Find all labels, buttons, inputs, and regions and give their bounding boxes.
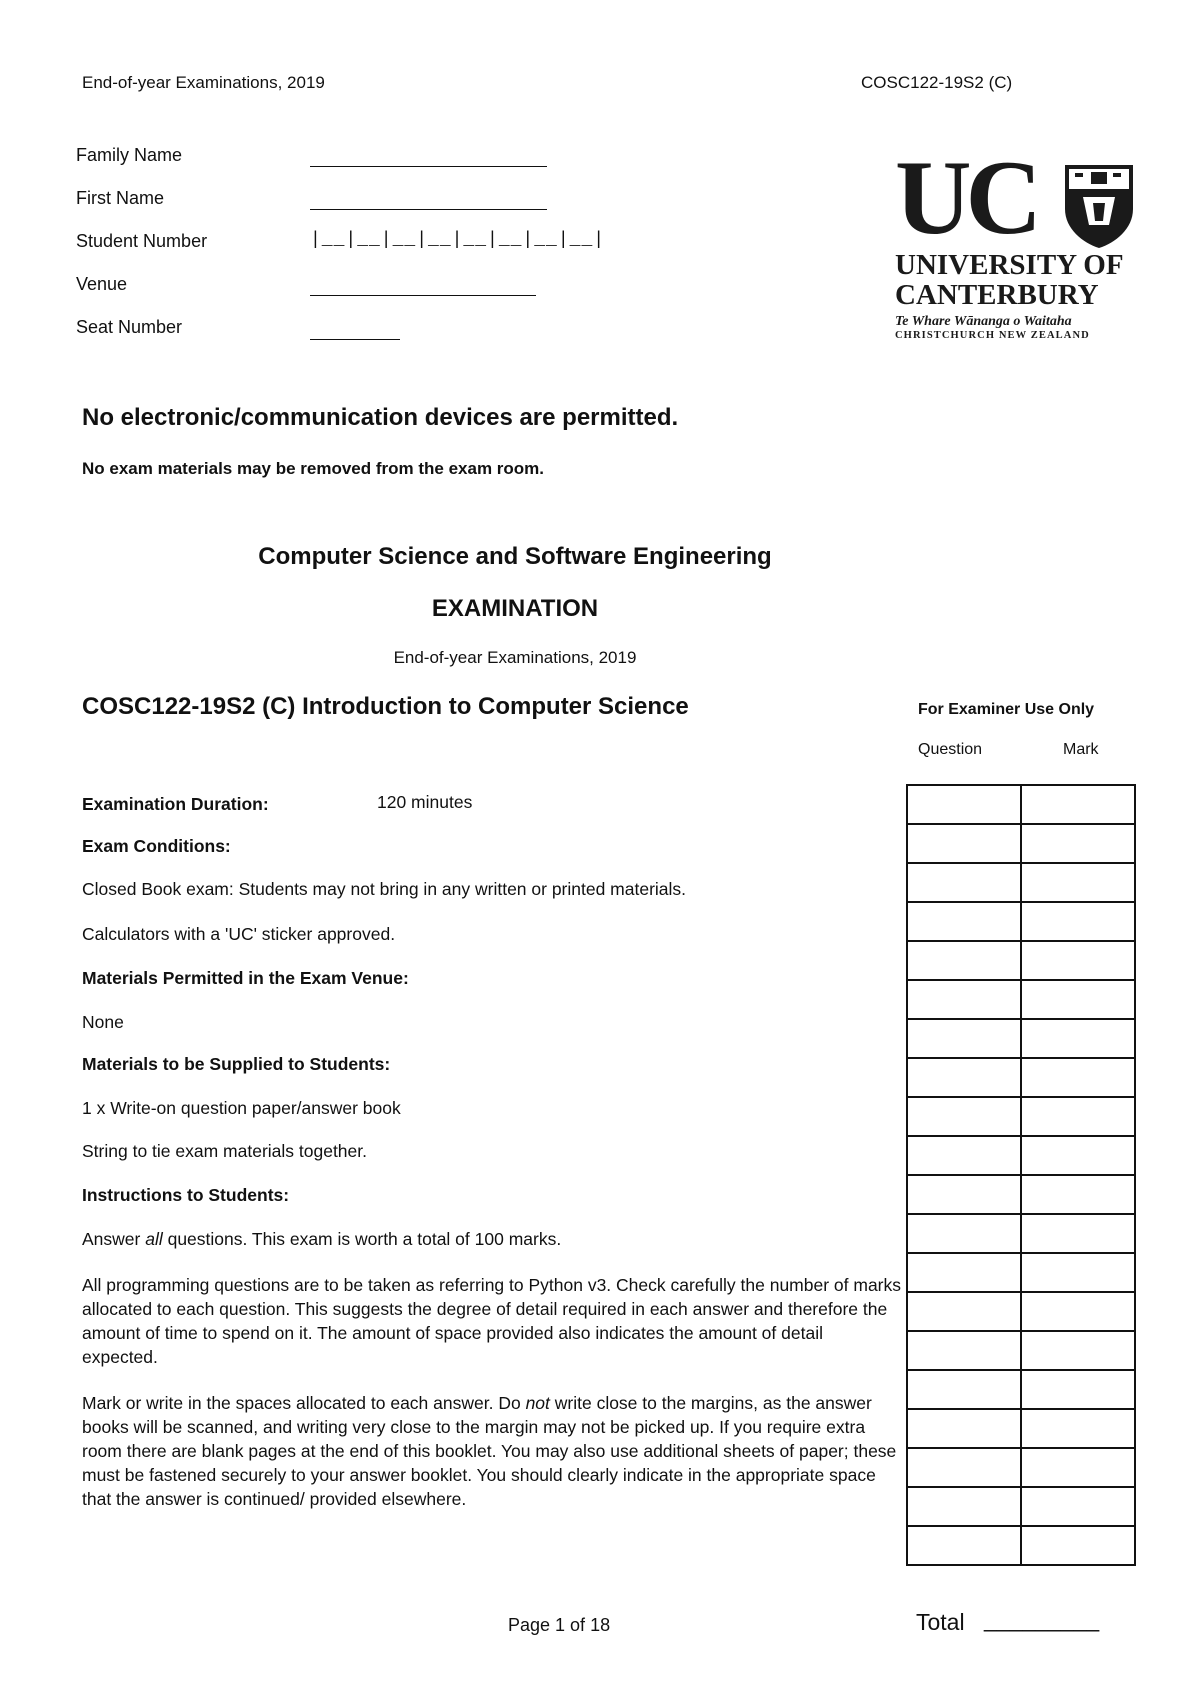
permitted-label: Materials Permitted in the Exam Venue: bbox=[82, 968, 409, 988]
examiner-row bbox=[907, 1526, 1135, 1565]
examiner-row bbox=[907, 1487, 1135, 1526]
supplied-text-1: 1 x Write-on question paper/answer book bbox=[82, 1098, 401, 1118]
mark-cell[interactable] bbox=[1021, 980, 1135, 1019]
supplied-label: Materials to be Supplied to Students: bbox=[82, 1054, 391, 1074]
department-title: Computer Science and Software Engineering bbox=[258, 543, 772, 570]
question-cell[interactable] bbox=[907, 1331, 1021, 1370]
examiner-row bbox=[907, 1370, 1135, 1409]
devices-notice: No electronic/communication devices are permitted. bbox=[82, 404, 679, 431]
question-cell[interactable] bbox=[907, 1526, 1021, 1565]
question-cell[interactable] bbox=[907, 1214, 1021, 1253]
supplied-text-2: String to tie exam materials together. bbox=[82, 1141, 367, 1161]
mark-cell[interactable] bbox=[1021, 1409, 1135, 1448]
instructions-label: Instructions to Students: bbox=[82, 1185, 290, 1205]
logo-line-1: UNIVERSITY OF bbox=[895, 249, 1124, 281]
question-cell[interactable] bbox=[907, 1175, 1021, 1214]
examiner-row bbox=[907, 824, 1135, 863]
question-cell[interactable] bbox=[907, 1370, 1021, 1409]
exam-label: EXAMINATION bbox=[431, 595, 599, 622]
examiner-row bbox=[907, 1448, 1135, 1487]
mark-cell[interactable] bbox=[1021, 1214, 1135, 1253]
instr-1-emphasis: all bbox=[145, 1229, 163, 1249]
mark-cell[interactable] bbox=[1021, 863, 1135, 902]
question-cell[interactable] bbox=[907, 980, 1021, 1019]
course-title: COSC122-19S2 (C) Introduction to Computer Science bbox=[82, 693, 689, 720]
venue-label: Venue bbox=[76, 274, 128, 294]
examiner-col-question: Question bbox=[918, 741, 983, 758]
mark-cell[interactable] bbox=[1021, 1448, 1135, 1487]
mark-cell[interactable] bbox=[1021, 1175, 1135, 1214]
seat-number-label: Seat Number bbox=[76, 317, 183, 337]
first-name-field[interactable] bbox=[310, 209, 547, 210]
venue-field[interactable] bbox=[310, 295, 536, 296]
crest-icon bbox=[1063, 163, 1135, 249]
mark-cell[interactable] bbox=[1021, 1097, 1135, 1136]
examiner-col-mark: Mark bbox=[1063, 741, 1099, 758]
instr-1-pre: Answer bbox=[82, 1229, 146, 1249]
conditions-label: Exam Conditions: bbox=[82, 836, 231, 856]
examiner-row bbox=[907, 1292, 1135, 1331]
instructions-text-1 bbox=[82, 1227, 902, 1251]
logo-uc-letters: UC bbox=[895, 139, 1037, 256]
question-cell[interactable] bbox=[907, 1058, 1021, 1097]
total-label: Total bbox=[916, 1609, 965, 1635]
examiner-row bbox=[907, 1253, 1135, 1292]
permitted-value: None bbox=[82, 1012, 124, 1032]
conditions-text-2: Calculators with a 'UC' sticker approved. bbox=[82, 924, 396, 944]
question-cell[interactable] bbox=[907, 785, 1021, 824]
mark-cell[interactable] bbox=[1021, 1292, 1135, 1331]
duration-label: Examination Duration: bbox=[82, 794, 269, 814]
mark-cell[interactable] bbox=[1021, 902, 1135, 941]
mark-cell[interactable] bbox=[1021, 1487, 1135, 1526]
examiner-row bbox=[907, 1136, 1135, 1175]
mark-cell[interactable] bbox=[1021, 824, 1135, 863]
question-cell[interactable] bbox=[907, 1448, 1021, 1487]
university-logo bbox=[895, 139, 1145, 341]
examiner-row bbox=[907, 1331, 1135, 1370]
question-cell[interactable] bbox=[907, 1487, 1021, 1526]
examiner-heading: For Examiner Use Only bbox=[918, 701, 1095, 718]
examiner-row bbox=[907, 1409, 1135, 1448]
family-name-label: Family Name bbox=[76, 145, 183, 165]
instructions-text-2: All programming questions are to be taken as referring to Python v3. Check carefully the number of marks allocated to each question. This suggests the degree of detail required in each answer and therefore the amount of time to spend on it. The amount of space provided also indicates the amount of detail expected. bbox=[82, 1275, 902, 1367]
question-cell[interactable] bbox=[907, 1292, 1021, 1331]
examiner-row bbox=[907, 1019, 1135, 1058]
mark-cell[interactable] bbox=[1021, 785, 1135, 824]
question-cell[interactable] bbox=[907, 902, 1021, 941]
materials-notice: No exam materials may be removed from the exam room. bbox=[82, 459, 545, 478]
question-cell[interactable] bbox=[907, 824, 1021, 863]
family-name-field[interactable] bbox=[310, 166, 547, 167]
examiner-row bbox=[907, 902, 1135, 941]
mark-cell[interactable] bbox=[1021, 1058, 1135, 1097]
examiner-row bbox=[907, 1058, 1135, 1097]
examiner-row bbox=[907, 941, 1135, 980]
question-cell[interactable] bbox=[907, 1136, 1021, 1175]
total-field[interactable]: _________ bbox=[984, 1606, 1100, 1632]
examiner-row bbox=[907, 1214, 1135, 1253]
header-left: End-of-year Examinations, 2019 bbox=[82, 73, 325, 92]
instr-1-post: questions. This exam is worth a total of 100 marks. bbox=[162, 1229, 562, 1249]
student-number-field[interactable]: |__|__|__|__|__|__|__|__| bbox=[310, 230, 606, 250]
instr-3-post: write close to the margins, as the answer books will be scanned, and writing very close to the margin may not be picked up. If you require extra room there are blank pages at the end of this booklet. You may also use additional sheets of paper; these must be fastened securely to your answer booklet. You should clearly indicate in the appropriate space that the answer is continued/ provided elsewhere. bbox=[82, 1393, 897, 1509]
instructions-text-3 bbox=[82, 1391, 902, 1511]
seat-number-field[interactable] bbox=[310, 339, 400, 340]
examiner-row bbox=[907, 863, 1135, 902]
mark-cell[interactable] bbox=[1021, 1136, 1135, 1175]
mark-cell[interactable] bbox=[1021, 1331, 1135, 1370]
student-number-label: Student Number bbox=[76, 231, 208, 251]
question-cell[interactable] bbox=[907, 1019, 1021, 1058]
logo-location: CHRISTCHURCH NEW ZEALAND bbox=[895, 330, 1090, 341]
examiner-marks-table bbox=[906, 784, 1136, 1566]
session-label: End-of-year Examinations, 2019 bbox=[393, 648, 637, 667]
mark-cell[interactable] bbox=[1021, 1253, 1135, 1292]
examiner-row bbox=[907, 1175, 1135, 1214]
question-cell[interactable] bbox=[907, 863, 1021, 902]
header-right: COSC122-19S2 (C) bbox=[861, 73, 1013, 92]
question-cell[interactable] bbox=[907, 1097, 1021, 1136]
conditions-text-1: Closed Book exam: Students may not bring in any written or printed materials. bbox=[82, 879, 687, 899]
examiner-row bbox=[907, 1097, 1135, 1136]
logo-tagline: Te Whare Wānanga o Waitaha bbox=[895, 314, 1072, 329]
duration-value: 120 minutes bbox=[377, 792, 473, 812]
question-cell[interactable] bbox=[907, 941, 1021, 980]
instr-3-emphasis: not bbox=[525, 1393, 550, 1413]
mark-cell[interactable] bbox=[1021, 1019, 1135, 1058]
mark-cell[interactable] bbox=[1021, 941, 1135, 980]
first-name-label: First Name bbox=[76, 188, 165, 208]
examiner-row bbox=[907, 980, 1135, 1019]
question-cell[interactable] bbox=[907, 1409, 1021, 1448]
instr-3-pre: Mark or write in the spaces allocated to each answer. Do bbox=[82, 1393, 526, 1413]
examiner-row bbox=[907, 785, 1135, 824]
mark-cell[interactable] bbox=[1021, 1526, 1135, 1565]
page-number: Page 1 of 18 bbox=[508, 1615, 611, 1635]
logo-line-2: CANTERBURY bbox=[895, 279, 1099, 311]
mark-cell[interactable] bbox=[1021, 1370, 1135, 1409]
question-cell[interactable] bbox=[907, 1253, 1021, 1292]
